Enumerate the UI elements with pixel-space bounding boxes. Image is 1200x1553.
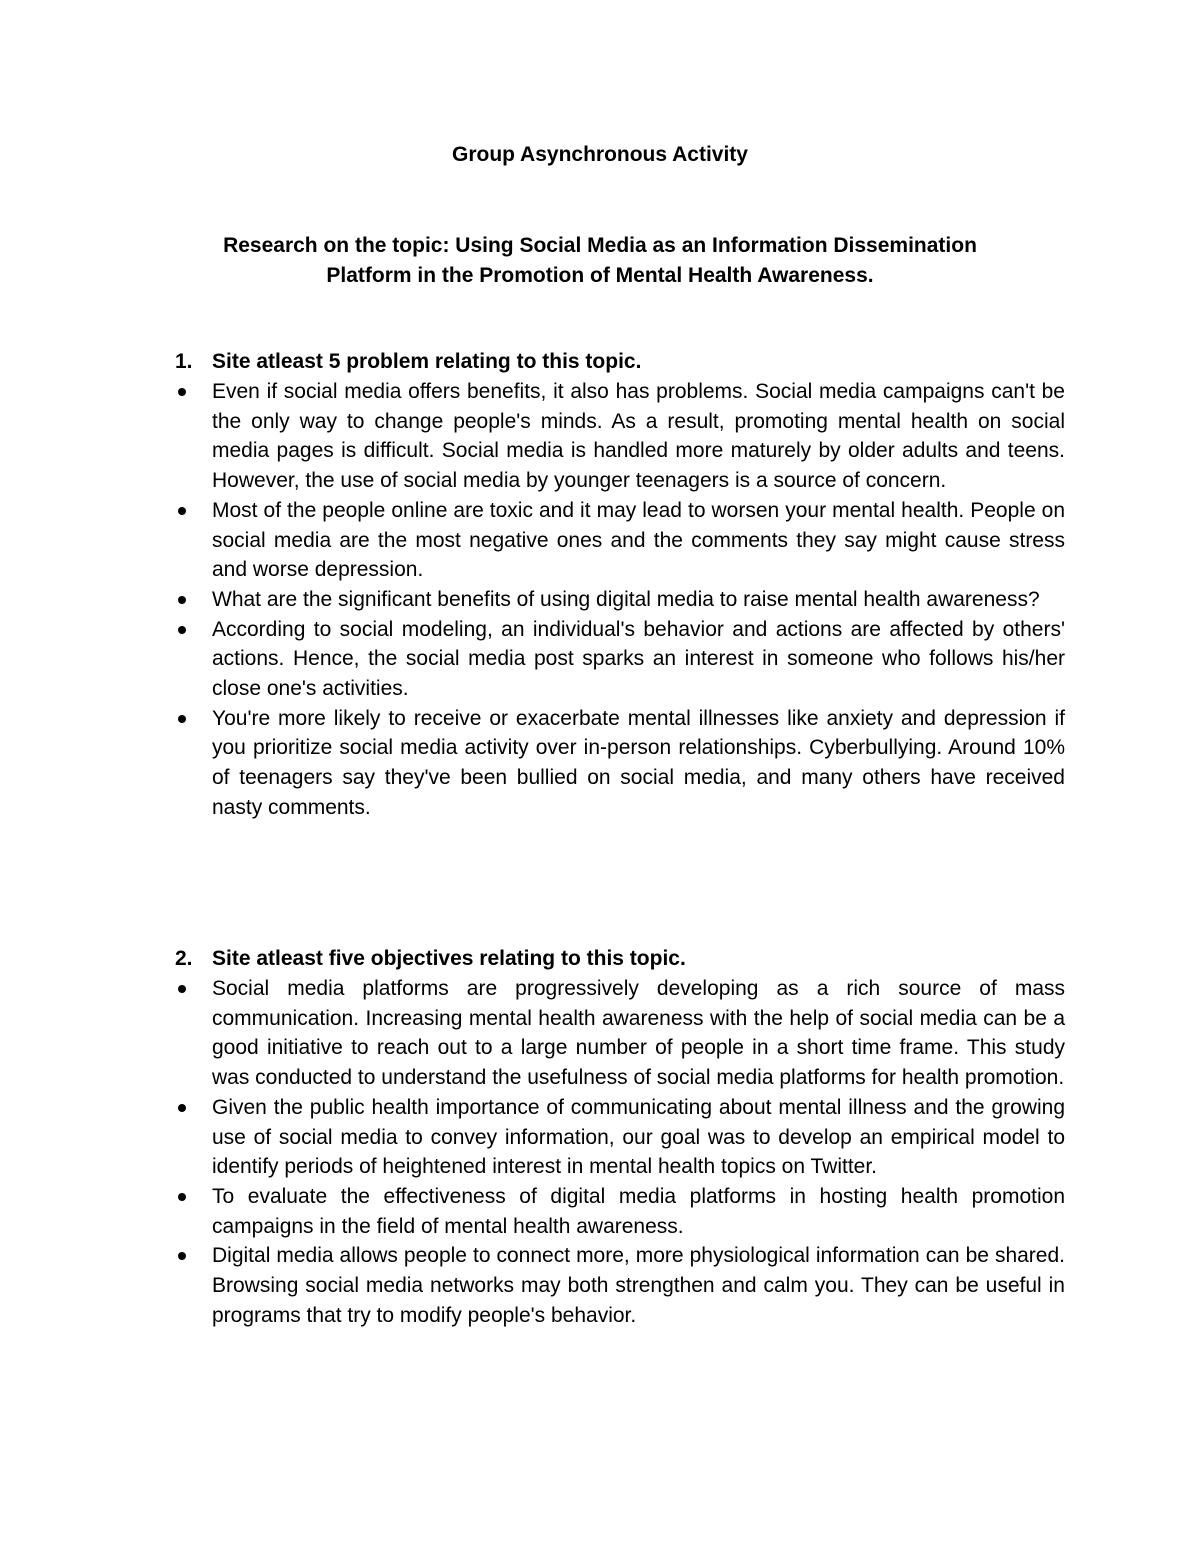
research-topic-line-1: Research on the topic: Using Social Media as an Information Dissemination <box>223 234 977 257</box>
research-topic-line-2: Platform in the Promotion of Mental Health Awareness. <box>326 264 874 287</box>
bullet-icon <box>178 1104 186 1112</box>
list-item <box>175 615 1065 704</box>
bullet-icon <box>178 1252 186 1260</box>
bullet-icon <box>178 985 186 993</box>
research-topic <box>150 231 1050 291</box>
bullet-icon <box>178 1193 186 1201</box>
list-item-text: According to social modeling, an individual's behavior and actions are affected by others' actions. Hence, the social media post sparks an interest in someone who follows his/her close one's activities. <box>212 617 1065 701</box>
bullet-icon <box>178 596 186 604</box>
bullet-icon <box>178 507 186 515</box>
list-item-text: Given the public health importance of communicating about mental illness and the growing use of social media to convey information, our goal was to develop an empirical model to identify periods of heightened interest in mental health topics on Twitter. <box>212 1095 1065 1179</box>
section-problems <box>175 347 1065 823</box>
list-item <box>175 377 1065 496</box>
list-item <box>175 1182 1065 1241</box>
section-objectives <box>175 944 1065 1330</box>
document-title: Group Asynchronous Activity <box>452 143 748 166</box>
list-item <box>175 1093 1065 1182</box>
list-item <box>175 1241 1065 1330</box>
section-heading <box>175 347 1065 377</box>
list-item-text: Social media platforms are progressively developing as a rich source of mass communication. Increasing mental health awareness with the help of social media can be a good initiative to reach out to a large number of people in a short time frame. This study was conducted to understand the usefulness of social media platforms for health promotion. <box>212 977 1065 1090</box>
list-item-text: Digital media allows people to connect more, more physiological information can be shared. Browsing social media networks may both strengthen and calm you. They can be useful in programs that try to modify people's behavior. <box>212 1244 1065 1327</box>
section-heading-text: Site atleast 5 problem relating to this topic. <box>212 350 642 373</box>
section-number: 1. <box>175 350 193 373</box>
list-item-text: You're more likely to receive or exacerbate mental illnesses like anxiety and depression if you prioritize social media activity over in-person relationships. Cyberbullying. Around 10% of teenagers say they've been bullied on social media, and many others have received nasty comments. <box>212 706 1065 819</box>
bullet-icon <box>178 626 186 634</box>
section-heading <box>175 944 1065 974</box>
list-item <box>175 704 1065 823</box>
list-item-text: To evaluate the effectiveness of digital media platforms in hosting health promotion campaigns in the field of mental health awareness. <box>212 1184 1065 1238</box>
problem-list <box>175 377 1065 823</box>
list-item-text: Even if social media offers benefits, it also has problems. Social media campaigns can't be the only way to change people's minds. As a result, promoting mental health on social media pages is difficult. Social media is handled more maturely by older adults and teens. However, the use of social media by younger teenagers is a source of concern. <box>212 380 1065 493</box>
list-item-text: What are the significant benefits of using digital media to raise mental health awareness? <box>212 587 1040 611</box>
list-item <box>175 974 1065 1093</box>
section-heading-text: Site atleast five objectives relating to this topic. <box>212 947 686 970</box>
list-item-text: Most of the people online are toxic and it may lead to worsen your mental health. People on social media are the most negative ones and the comments they say might cause stress and worse depression. <box>212 498 1065 582</box>
list-item <box>175 496 1065 585</box>
list-item <box>175 585 1065 615</box>
bullet-icon <box>178 715 186 723</box>
bullet-icon <box>178 388 186 396</box>
objective-list <box>175 974 1065 1330</box>
section-number: 2. <box>175 947 193 970</box>
